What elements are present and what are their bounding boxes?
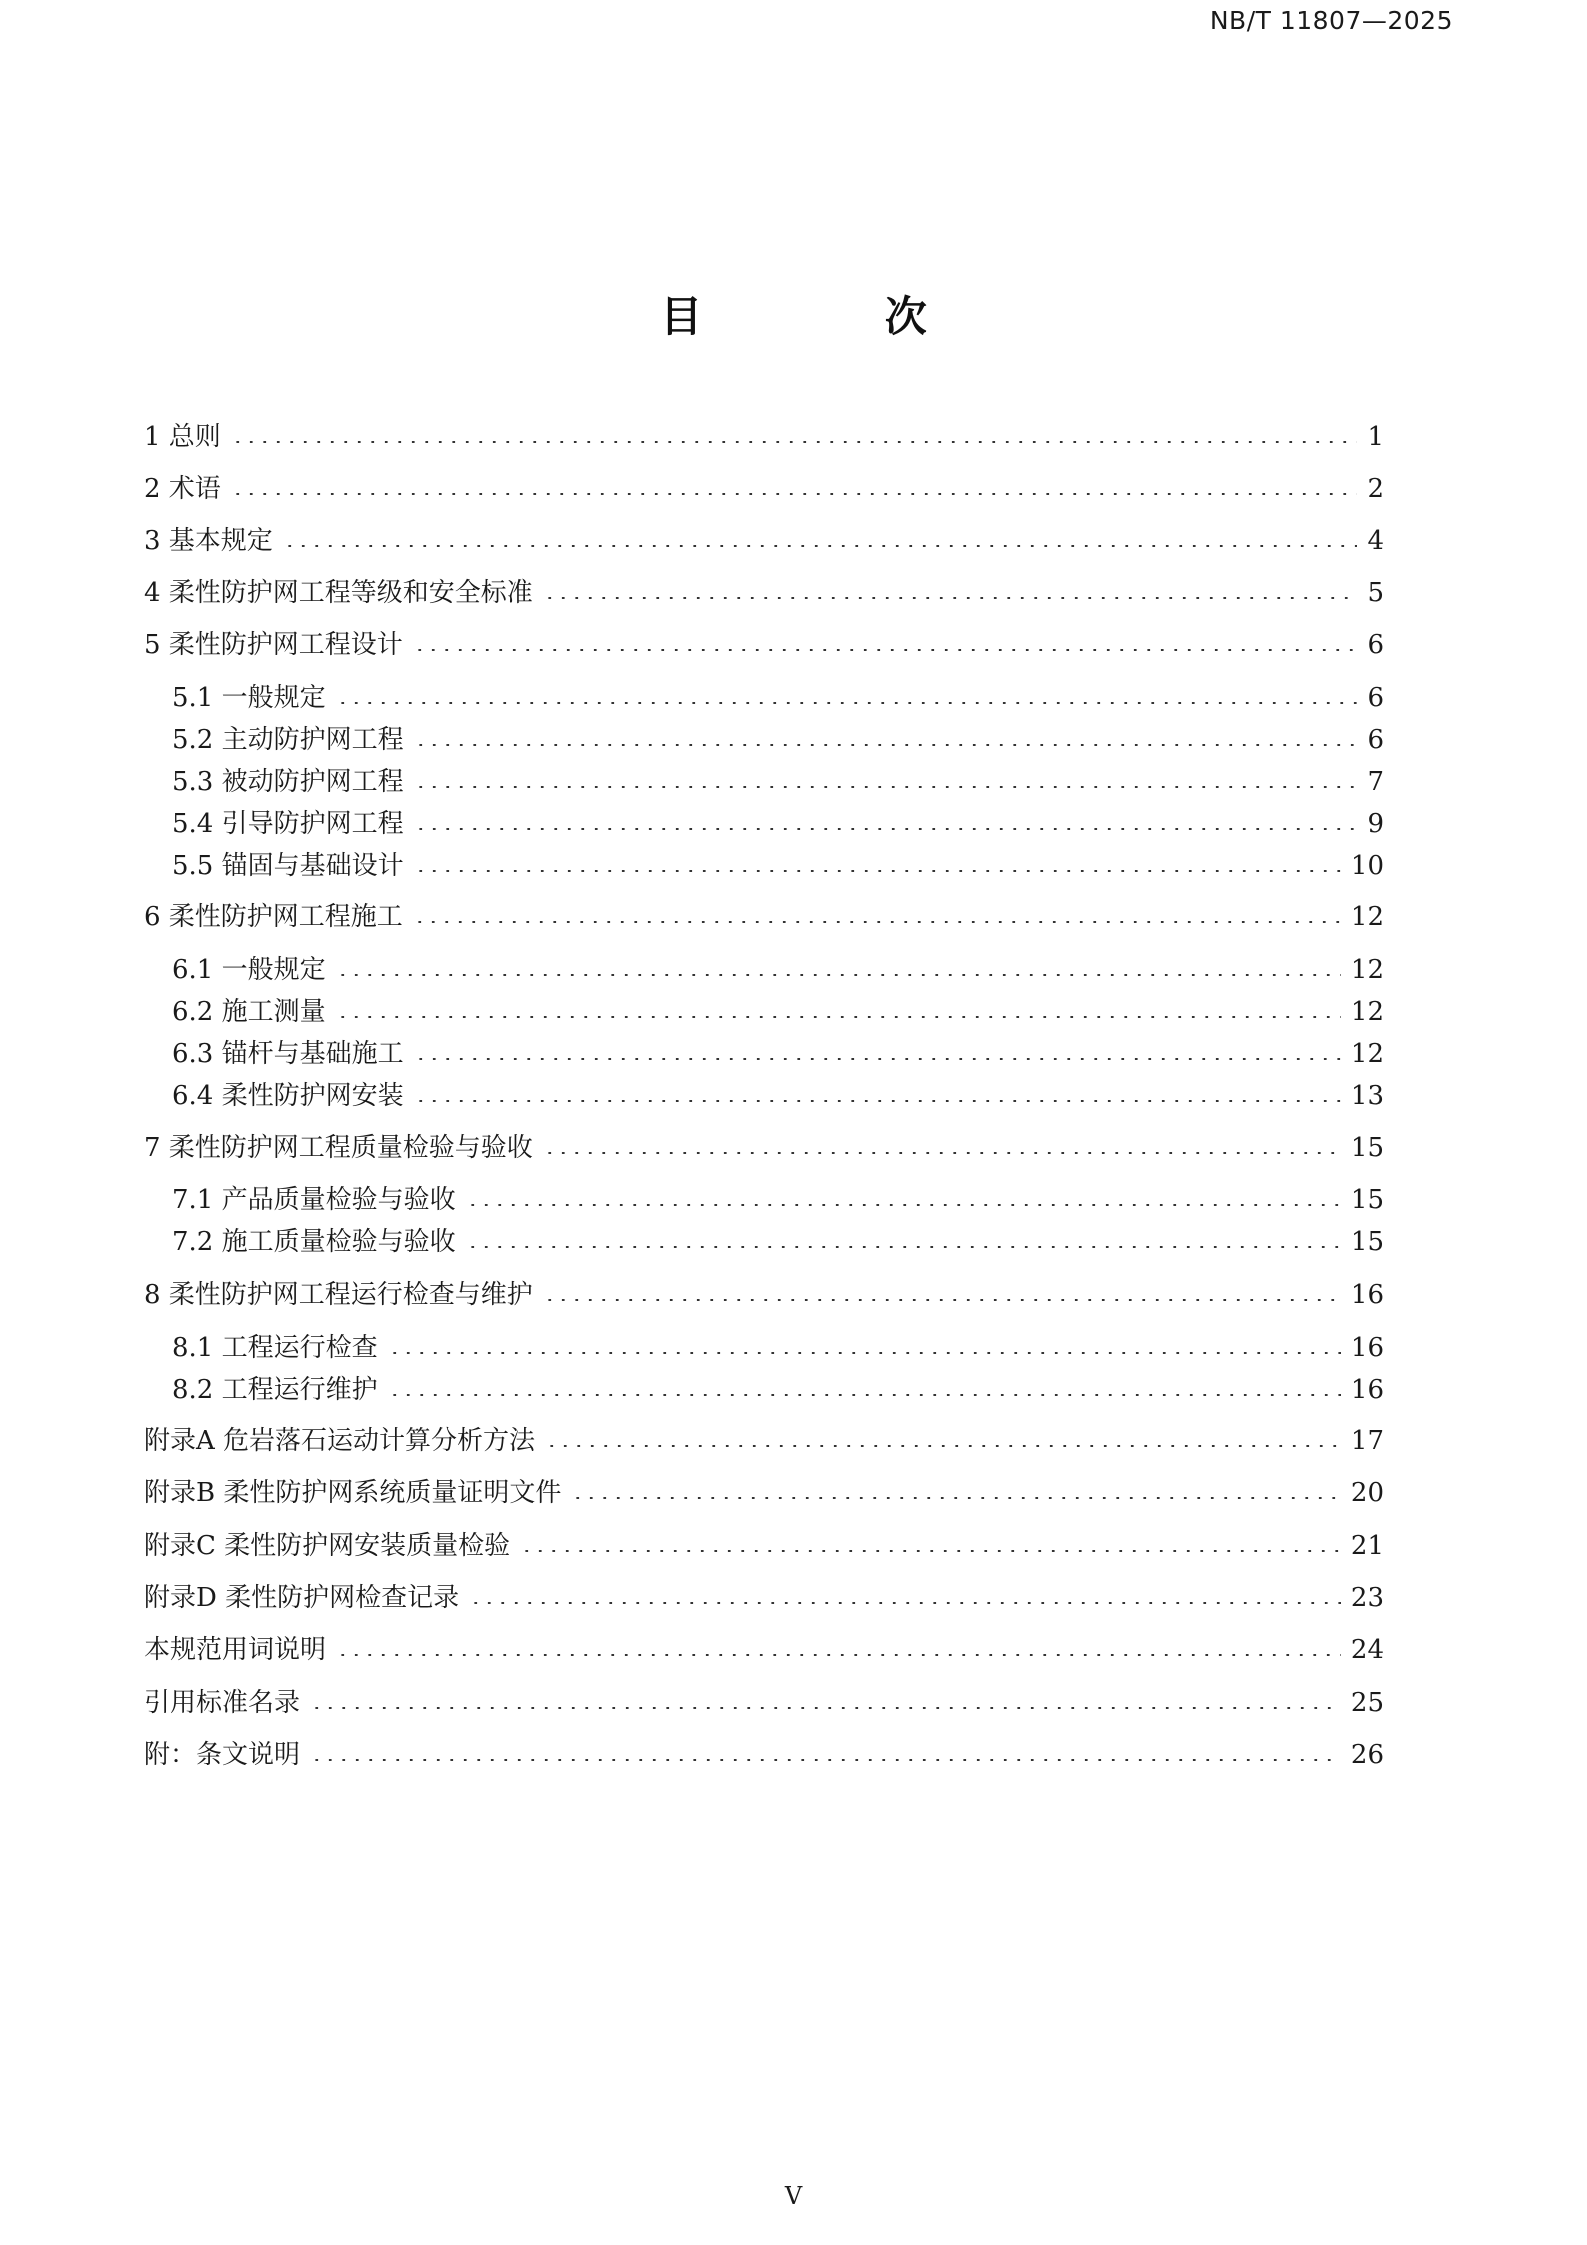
toc-entry-page: 20 [1350, 1478, 1384, 1508]
toc-subentry[interactable] [172, 950, 1384, 990]
toc-entry-label: 3 基本规定 [144, 526, 273, 556]
toc-entry[interactable] [144, 1128, 1384, 1168]
toc-entry-page: 16 [1350, 1280, 1384, 1310]
toc-leader-dots [414, 786, 1358, 788]
toc-entry-page: 6 [1367, 725, 1384, 755]
toc-leader-dots [543, 1152, 1341, 1154]
toc-leader-dots [336, 1016, 1341, 1018]
toc-entry[interactable] [144, 1473, 1384, 1513]
toc-entry[interactable] [144, 625, 1384, 665]
toc-subentry[interactable] [172, 846, 1384, 886]
toc-entry-label: 6 柔性防护网工程施工 [144, 902, 403, 932]
toc-entry-label: 引用标准名录 [144, 1688, 301, 1718]
standard-number: NB/T 11807—2025 [1209, 6, 1453, 35]
page-number: V [784, 2182, 803, 2210]
toc-entry-label: 7 柔性防护网工程质量检验与验收 [144, 1133, 533, 1163]
toc-entry[interactable] [144, 1578, 1384, 1618]
toc-entry[interactable] [144, 1421, 1384, 1461]
toc-leader-dots [231, 441, 1358, 443]
toc-leader-dots [414, 828, 1358, 830]
toc-entry-label: 6.3 锚杆与基础施工 [172, 1039, 404, 1069]
toc-leader-dots [283, 545, 1358, 547]
toc-entry-page: 26 [1350, 1740, 1384, 1770]
toc-entry-page: 2 [1367, 474, 1384, 504]
toc-entry-page: 15 [1350, 1227, 1384, 1257]
toc-entry[interactable] [144, 1683, 1384, 1723]
toc-entry-label: 本规范用词说明 [144, 1635, 327, 1665]
toc-entry-page: 4 [1367, 526, 1384, 556]
toc-subentry[interactable] [172, 1328, 1384, 1368]
toc-entry-label: 8.1 工程运行检查 [172, 1333, 378, 1363]
toc-leader-dots [469, 1602, 1341, 1604]
toc-leader-dots [520, 1550, 1341, 1552]
toc-entry-page: 13 [1350, 1081, 1384, 1111]
toc-entry-page: 12 [1350, 997, 1384, 1027]
toc-subentry[interactable] [172, 1370, 1384, 1410]
toc-leader-dots [414, 1058, 1341, 1060]
toc-entry-label: 附录B 柔性防护网系统质量证明文件 [144, 1478, 562, 1508]
toc-entry-label: 8 柔性防护网工程运行检查与维护 [144, 1280, 533, 1310]
toc-entry-label: 4 柔性防护网工程等级和安全标准 [144, 578, 533, 608]
toc-entry-page: 23 [1350, 1583, 1384, 1613]
toc-leader-dots [466, 1246, 1341, 1248]
toc-leader-dots [414, 870, 1341, 872]
toc-entry[interactable] [144, 573, 1384, 613]
toc-entry-page: 16 [1350, 1333, 1384, 1363]
toc-leader-dots [336, 1654, 1341, 1656]
toc-entry-page: 9 [1367, 809, 1384, 839]
toc-entry-page: 7 [1367, 767, 1384, 797]
toc-entry-page: 6 [1367, 683, 1384, 713]
toc-leader-dots [388, 1352, 1341, 1354]
toc-entry-label: 5.1 一般规定 [172, 683, 326, 713]
toc-entry-page: 10 [1350, 851, 1384, 881]
toc-leader-dots [310, 1759, 1341, 1761]
toc-entry-page: 25 [1350, 1688, 1384, 1718]
toc-entry[interactable] [144, 1735, 1384, 1775]
toc-entry[interactable] [144, 1275, 1384, 1315]
toc-entry-page: 1 [1367, 422, 1384, 452]
toc-entry-page: 12 [1350, 902, 1384, 932]
toc-entry-label: 1 总则 [144, 422, 221, 452]
toc-entry[interactable] [144, 417, 1384, 457]
toc-entry-label: 2 术语 [144, 474, 221, 504]
toc-leader-dots [231, 493, 1358, 495]
toc-leader-dots [413, 649, 1358, 651]
toc-entry-page: 24 [1350, 1635, 1384, 1665]
toc-entry-label: 6.2 施工测量 [172, 997, 326, 1027]
toc-entry[interactable] [144, 897, 1384, 937]
toc-entry-label: 附录A 危岩落石运动计算分析方法 [144, 1426, 536, 1456]
toc-entry-label: 7.2 施工质量检验与验收 [172, 1227, 456, 1257]
toc-entry-label: 5.4 引导防护网工程 [172, 809, 404, 839]
toc-leader-dots [543, 1299, 1341, 1301]
toc-subentry[interactable] [172, 804, 1384, 844]
toc-leader-dots [545, 1445, 1341, 1447]
toc-entry-page: 21 [1350, 1531, 1384, 1561]
toc-leader-dots [388, 1394, 1341, 1396]
toc-leader-dots [310, 1707, 1341, 1709]
toc-entry-label: 6.4 柔性防护网安装 [172, 1081, 404, 1111]
toc-entry-label: 7.1 产品质量检验与验收 [172, 1185, 456, 1215]
toc-subentry[interactable] [172, 762, 1384, 802]
toc-leader-dots [571, 1497, 1341, 1499]
page-title: 目 次 [660, 292, 1011, 341]
toc-entry-label: 6.1 一般规定 [172, 955, 326, 985]
toc-entry-label: 5.3 被动防护网工程 [172, 767, 404, 797]
toc-entry-label: 附录C 柔性防护网安装质量检验 [144, 1531, 511, 1561]
toc-leader-dots [543, 597, 1358, 599]
toc-subentry[interactable] [172, 1180, 1384, 1220]
toc-entry-page: 17 [1350, 1426, 1384, 1456]
toc-leader-dots [414, 744, 1358, 746]
toc-entry[interactable] [144, 1526, 1384, 1566]
toc-leader-dots [466, 1204, 1341, 1206]
toc-entry-label: 附：条文说明 [144, 1740, 301, 1770]
toc-subentry[interactable] [172, 720, 1384, 760]
toc-subentry[interactable] [172, 1076, 1384, 1116]
toc-entry-page: 15 [1350, 1185, 1384, 1215]
toc-entry-page: 15 [1350, 1133, 1384, 1163]
toc-subentry[interactable] [172, 1034, 1384, 1074]
toc-leader-dots [414, 1100, 1341, 1102]
toc-entry-label: 5.5 锚固与基础设计 [172, 851, 404, 881]
toc-subentry[interactable] [172, 1222, 1384, 1262]
toc-entry-page: 12 [1350, 1039, 1384, 1069]
toc-leader-dots [413, 921, 1341, 923]
toc-leader-dots [336, 702, 1358, 704]
toc-leader-dots [336, 974, 1341, 976]
toc-entry-label: 5.2 主动防护网工程 [172, 725, 404, 755]
toc-subentry[interactable] [172, 992, 1384, 1032]
toc-entry-page: 12 [1350, 955, 1384, 985]
toc-entry[interactable] [144, 469, 1384, 509]
toc-entry-label: 5 柔性防护网工程设计 [144, 630, 403, 660]
toc-subentry[interactable] [172, 678, 1384, 718]
toc-entry-page: 6 [1367, 630, 1384, 660]
toc-entry-page: 5 [1367, 578, 1384, 608]
toc-entry-label: 附录D 柔性防护网检查记录 [144, 1583, 460, 1613]
toc-entry[interactable] [144, 1630, 1384, 1670]
toc-entry-label: 8.2 工程运行维护 [172, 1375, 378, 1405]
toc-entry-page: 16 [1350, 1375, 1384, 1405]
toc-entry[interactable] [144, 521, 1384, 561]
